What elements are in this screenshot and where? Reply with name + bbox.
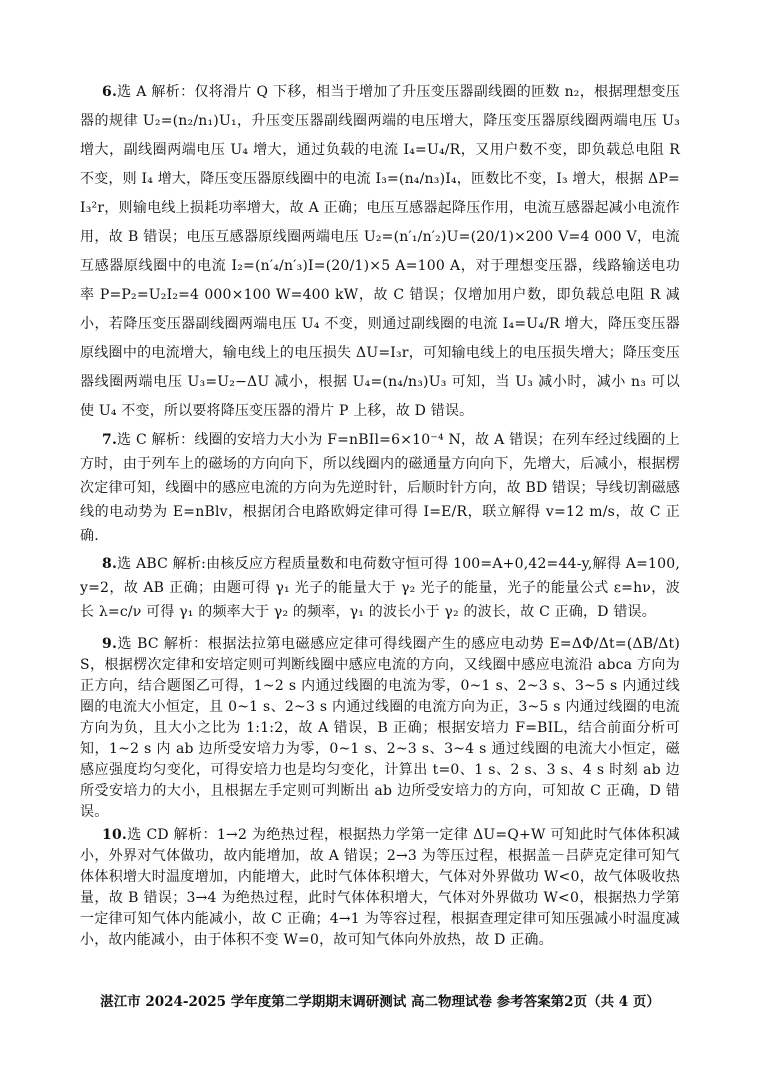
page-footer: 湛江市 2024-2025 学年度第二学期期末调研测试 高二物理试卷 参考答案第2页（共 4 页） [100, 994, 660, 1010]
answer-10 [80, 825, 680, 951]
answer-text: 选 A 解析：仅将滑片 Q 下移，相当于增加了升压变压器副线圈的匝数 n₂，根据理想变压器的规律 U₂=(n₂/n₁)U₁，升压变压器副线圈两端的电压增大，降压变压器原线圈两端电压 U₃ 增大，副线圈两端电压 U₄ 增大，通过负载的电流 I₄=U₄/R，又用户数不变，即负载总电阻 R 不变，则 I₄ 增大，降压变压器原线圈中的电流 I₃=(n₄/n₃)I₄，匝数比不变，I₃ 增大，根据 ΔP=I₃²r，则输电线上损耗功率增大，故 A 正确；电压互感器起降压作用，电流互感器起减小电流作用，故 B 错误；电压互感器原线圈两端电压 U₂=(n′₁/n′₂)U=(20/1)×200 V=4 000 V，电流互感器原线圈中的电流 I₂=(n′₄/n′₃)I=(20/1)×5 A=100 A，对于理想变压器，线路输送电功率 P=P₂=U₂I₂=4 000×100 W=400 kW，故 C 错误；仅增加用户数，即负载总电阻 R 减小，若降压变压器副线圈两端电压 U₄ 不变，则通过副线圈的电流 I₄=U₄/R 增大，降压变压器原线圈中的电流增大，输电线上的电压损失 ΔU=I₃r，可知输电线上的电压损失增大；降压变压器线圈两端电压 U₃=U₂−ΔU 减小，根据 U₄=(n₄/n₃)U₃ 可知，当 U₃ 减小时，减小 n₃ 可以使 U₄ 不变，所以要将降压变压器的滑片 P 上移，故 D 错误。 [80, 84, 680, 419]
answer-number: 8. [102, 556, 118, 572]
answer-text: 选 CD 解析：1→2 为绝热过程，根据热力学第一定律 ΔU=Q+W 可知此时气体体积减小，外界对气体做功，故内能增加，故 A 错误；2→3 为等压过程，根据盖－吕萨克定律可知气体体积增大时温度增加，内能增大，此时气体体积增大，气体对外界做功 W<0，故气体吸收热量，故 B 错误；3→4 为绝热过程，此时气体体积增大，气体对外界做功 W<0，根据热力学第一定律可知气体内能减小，故 C 正确；4→1 为等容过程，根据查理定律可知压强减小时温度减小，故内能减小，由于体积不变 W=0，故可知气体向外放热，故 D 正确。 [80, 827, 680, 948]
answer-9 [80, 634, 680, 823]
answer-text: 选 C 解析：线圈的安培力大小为 F=nBIl=6×10⁻⁴ N，故 A 错误；在列车经过线圈的上方时，由于列车上的磁场的方向向下，所以线圈内的磁通量方向向下，先增大，后减小，根据楞次定律可知，线圈中的感应电流的方向为先逆时针，后顺时针方向，故 BD 错误；导线切割磁感线的电动势为 E=nBlv，根据闭合电路欧姆定律可得 I=E/R，联立解得 v=12 m/s，故 C 正确. [80, 432, 680, 544]
answer-text: 选 BC 解析：根据法拉第电磁感应定律可得线圈产生的感应电动势 E=ΔΦ/Δt=(ΔB/Δt)S，根据楞次定律和安培定则可判断线圈中感应电流的方向，又线圈中感应电流沿 abca 方向为正方向，结合题图乙可得，1~2 s 内通过线圈的电流为零，0~1 s、2~3 s、3~5 s 内通过线圈的电流大小恒定，且 0~1 s、2~3 s 内通过线圈的电流方向为正，3~5 s 内通过线圈的电流方向为负，且大小之比为 1:1:2，故 A 错误，B 正确；根据安培力 F=BIL，结合前面分析可知，1~2 s 内 ab 边所受安培力为零，0~1 s、2~3 s、3~4 s 通过线圈的电流大小恒定，磁感应强度均匀变化，可得安培力也是均匀变化，计算出 t=0、1 s、2 s、3 s、4 s 时刻 ab 边所受安培力的大小，且根据左手定则可判断出 ab 边所受安培力的方向，可知故 C 正确，D 错误。 [80, 636, 680, 820]
answer-number: 7. [102, 432, 118, 448]
answer-8 [80, 552, 680, 624]
answer-content [80, 78, 680, 951]
answer-6 [80, 78, 680, 426]
answer-number: 9. [102, 636, 118, 652]
answer-number: 10. [102, 827, 127, 843]
answer-text: 选 ABC 解析:由核反应方程质量数和电荷数守恒可得 100=A+0,42=44-y,解得 A=100, y=2，故 AB 正确；由题可得 γ₁ 光子的能量大于 γ₂ 光子的能量，光子的能量公式 ε=hν，波长 λ=c/ν 可得 γ₁ 的频率大于 γ₂ 的频率，γ₁ 的波长小于 γ₂ 的波长，故 C 正确，D 错误。 [80, 556, 680, 620]
answer-7 [80, 428, 680, 548]
answer-number: 6. [102, 84, 118, 100]
